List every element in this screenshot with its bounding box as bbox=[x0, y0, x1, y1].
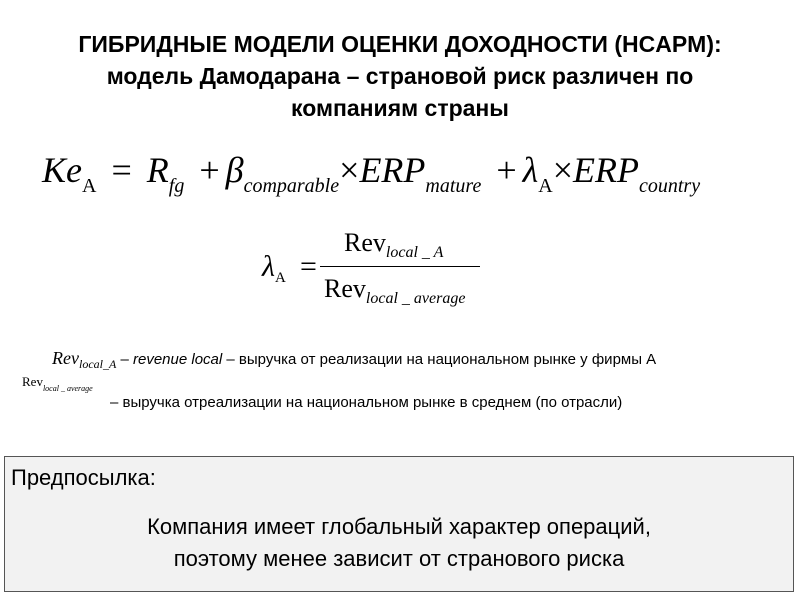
premise-line-2: поэтому менее зависит от странового риска bbox=[173, 546, 625, 571]
numerator-rev: Rev bbox=[344, 228, 386, 257]
r-subscript: fg bbox=[168, 175, 185, 197]
fraction-numerator bbox=[344, 228, 444, 261]
def1-term: revenue local bbox=[133, 351, 223, 368]
premise-box bbox=[4, 456, 794, 592]
erp-mature-symbol: ERP bbox=[359, 150, 426, 190]
def1-symbol-subscript: local_A bbox=[78, 357, 117, 371]
lambda-equals: = bbox=[300, 250, 317, 283]
equals-sign: = bbox=[111, 150, 132, 190]
def1-symbol-text: Rev bbox=[52, 348, 79, 368]
definition-rev-local-average: – выручка отреализации на национальном рынке в среднем (по отрасли) bbox=[110, 394, 623, 411]
fraction-denominator bbox=[324, 274, 466, 307]
def1-symbol bbox=[52, 348, 117, 371]
denominator-rev: Rev bbox=[324, 274, 366, 303]
r-symbol: R bbox=[146, 150, 169, 190]
denominator-subscript: local _ average bbox=[365, 290, 466, 307]
beta-symbol: β bbox=[225, 150, 244, 190]
title-line-2: модель Дамодарана – страновой риск различен по bbox=[106, 63, 694, 89]
lambda-lhs-symbol: λ bbox=[262, 250, 275, 283]
times-sign-2: × bbox=[552, 150, 574, 190]
plus-sign-2: + bbox=[496, 150, 517, 190]
numerator-subscript: local _ A bbox=[385, 244, 444, 261]
erp-country-symbol: ERP bbox=[573, 150, 639, 190]
times-sign-1: × bbox=[339, 150, 360, 190]
plus-sign-1: + bbox=[199, 150, 220, 190]
title-line-3: компаниям страны bbox=[291, 95, 509, 121]
def2-symbol-text: Rev bbox=[22, 374, 43, 389]
beta-subscript: comparable bbox=[243, 175, 340, 197]
fraction-bar bbox=[320, 266, 480, 267]
erp-country-subscript: country bbox=[639, 175, 701, 197]
def2-symbol bbox=[22, 374, 93, 393]
premise-text bbox=[5, 511, 793, 575]
def1-text: – выручка от реализации на национальном рынке у фирмы А bbox=[222, 351, 657, 368]
title-line-1: ГИБРИДНЫЕ МОДЕЛИ ОЦЕНКИ ДОХОДНОСТИ (HCAPM): bbox=[78, 31, 722, 57]
slide-title bbox=[0, 28, 800, 124]
lambda-subscript: A bbox=[538, 175, 553, 197]
lambda-symbol: λ bbox=[522, 150, 539, 190]
formula-cost-of-equity bbox=[42, 145, 700, 201]
def2-symbol-subscript: local _ average bbox=[42, 384, 93, 393]
lambda-lhs bbox=[262, 250, 286, 284]
premise-line-1: Компания имеет глобальный характер операций, bbox=[147, 514, 651, 539]
ke-subscript: A bbox=[82, 175, 97, 197]
ke-symbol: Ke bbox=[42, 150, 82, 190]
lambda-lhs-subscript: A bbox=[275, 270, 286, 286]
premise-label: Предпосылка: bbox=[11, 465, 156, 490]
erp-mature-subscript: mature bbox=[425, 175, 482, 197]
def1-dash: – bbox=[116, 351, 133, 368]
definition-rev-local-a bbox=[52, 348, 656, 369]
